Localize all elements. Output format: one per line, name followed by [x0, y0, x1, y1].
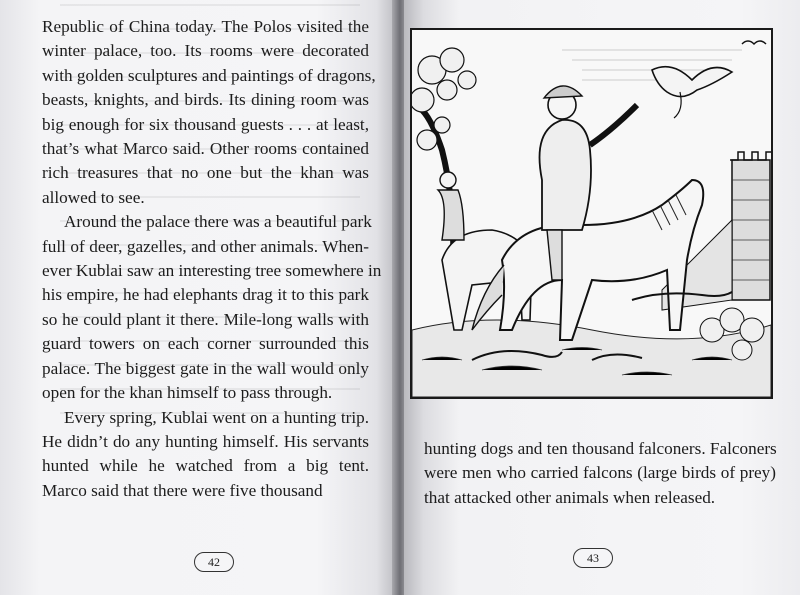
text-line: hunting dogs and ten thousand falconers. Falconers: [424, 439, 777, 458]
woodcut-drawing: [412, 30, 771, 397]
text-line: that’s what Marco said. Other rooms contained: [42, 139, 369, 159]
text-line: full of deer, gazelles, and other animals. When-: [42, 236, 369, 256]
text-line: winter palace, too. Its rooms were decorated: [42, 41, 369, 61]
text-line: so he could plant it there. Mile-long walls with: [42, 309, 369, 329]
text-line: rich treasures that no one but the khan was: [42, 163, 369, 183]
text-line: were men who carried falcons (large birds of prey): [424, 463, 776, 483]
text-line: big enough for six thousand guests . . . at least,: [42, 114, 369, 134]
text-line: Around the palace there was a beautiful park: [64, 212, 372, 232]
text-line: open for the khan himself to pass through.: [42, 383, 333, 403]
text-line: that attacked other animals when released.: [424, 487, 716, 507]
text-line: allowed to see.: [42, 187, 145, 207]
text-line: Marco said that there were five thousand: [42, 480, 323, 500]
text-line: ever Kublai saw an interesting tree somewhere in: [42, 261, 382, 281]
right-page: [404, 0, 800, 595]
text-line: beasts, knights, and birds. Its dining room was: [42, 90, 369, 110]
page-number-left: 42: [194, 552, 234, 572]
text-line: Every spring, Kublai went on a hunting trip.: [64, 407, 369, 427]
text-line: palace. The biggest gate in the wall would only: [42, 358, 369, 378]
text-line: hunted while he watched from a big tent.: [42, 456, 369, 476]
left-page-text: [42, 15, 382, 503]
text-line: Republic of China today. The Polos visited the: [42, 17, 369, 36]
falconer-illustration: [410, 28, 773, 399]
text-line: his empire, he had elephants drag it to this park: [42, 285, 369, 305]
text-line: He didn’t do any hunting himself. His servants: [42, 431, 369, 451]
text-line: with golden sculptures and paintings of dragons,: [42, 65, 376, 85]
text-line: guard towers on each corner surrounded this: [42, 334, 369, 354]
page-number-right: 43: [573, 548, 613, 568]
right-page-text: [424, 437, 776, 510]
left-page: [0, 0, 396, 595]
